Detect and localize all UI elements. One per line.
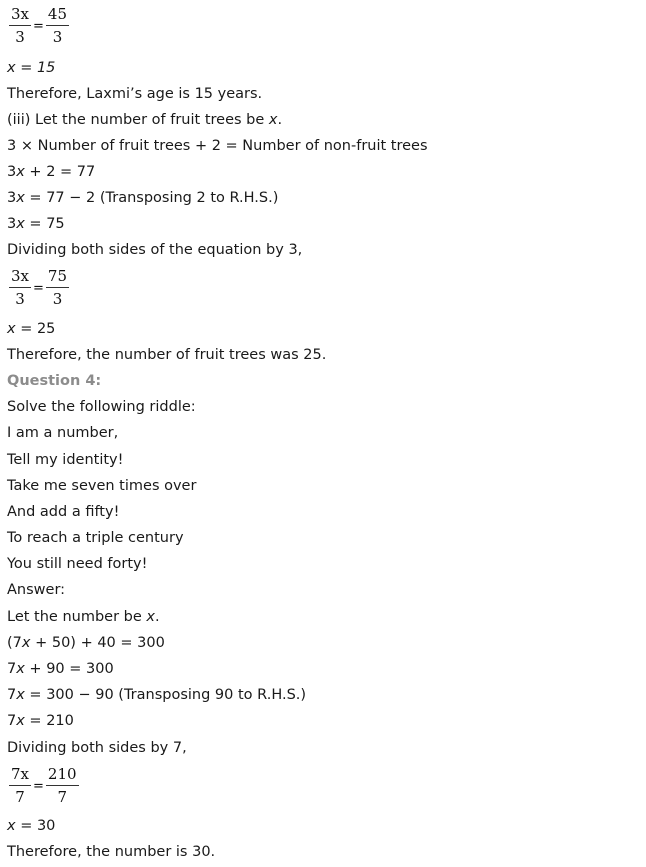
text-line: Therefore, the number of fruit trees was 25. bbox=[7, 347, 327, 363]
text-part: Let the number be bbox=[7, 609, 147, 625]
answer-label: Answer: bbox=[7, 582, 66, 598]
text-line bbox=[7, 817, 55, 835]
text-part: (iii) Let the number of fruit trees be bbox=[7, 112, 269, 128]
variable: x bbox=[146, 609, 155, 625]
text-part: 3 bbox=[7, 164, 17, 180]
fraction-rhs bbox=[46, 6, 69, 46]
question-heading: Question 4: bbox=[7, 373, 102, 389]
text-part: = 210 bbox=[24, 713, 74, 729]
variable: x bbox=[16, 164, 25, 180]
numerator: 3x bbox=[9, 6, 31, 26]
variable: x bbox=[7, 321, 16, 337]
text-part: = 25 bbox=[15, 321, 56, 337]
text-line: 3 × Number of fruit trees + 2 = Number of non-fruit trees bbox=[7, 138, 428, 154]
denominator: 7 bbox=[15, 788, 25, 806]
text-part: 3 bbox=[7, 190, 17, 206]
text-line bbox=[7, 189, 278, 207]
variable: x bbox=[21, 635, 31, 651]
text-line bbox=[7, 111, 282, 129]
text-part: = 77 − 2 (Transposing 2 to R.H.S.) bbox=[24, 190, 279, 206]
text-part: + 90 = 300 bbox=[24, 661, 114, 677]
text-line: Dividing both sides by 7, bbox=[7, 740, 187, 756]
text-part: + 50) + 40 = 300 bbox=[30, 635, 165, 651]
equals-sign: = bbox=[33, 18, 44, 34]
denominator: 3 bbox=[52, 28, 63, 46]
variable: x bbox=[268, 112, 278, 128]
text-line bbox=[7, 634, 165, 652]
text-part: + 2 = 77 bbox=[24, 164, 96, 180]
text-part: = 300 − 90 (Transposing 90 to R.H.S.) bbox=[24, 687, 307, 703]
riddle-line: To reach a triple century bbox=[7, 530, 184, 546]
fraction-lhs bbox=[9, 268, 31, 308]
denominator: 7 bbox=[57, 788, 68, 806]
riddle-line: Take me seven times over bbox=[7, 478, 197, 494]
variable: x bbox=[16, 713, 25, 729]
text-part: 3 bbox=[7, 216, 17, 232]
denominator: 3 bbox=[15, 290, 25, 308]
fraction-rhs bbox=[46, 268, 69, 308]
fraction-equation-3 bbox=[9, 766, 79, 806]
equals-sign: = bbox=[33, 280, 44, 296]
text-line bbox=[7, 712, 74, 730]
text-line: Therefore, the number is 30. bbox=[7, 844, 216, 860]
numerator: 7x bbox=[9, 766, 31, 786]
text-part: . bbox=[277, 112, 283, 128]
text-line bbox=[7, 686, 306, 704]
text-part: 7 bbox=[7, 687, 17, 703]
text-line: Therefore, Laxmi’s age is 15 years. bbox=[7, 86, 263, 102]
text-line: Solve the following riddle: bbox=[7, 399, 196, 415]
variable: x bbox=[16, 661, 25, 677]
text-line bbox=[7, 608, 160, 626]
numerator: 210 bbox=[46, 766, 79, 786]
numerator: 3x bbox=[9, 268, 31, 288]
denominator: 3 bbox=[52, 290, 63, 308]
text-part: 7 bbox=[7, 713, 17, 729]
fraction-equation-1 bbox=[9, 6, 69, 46]
denominator: 3 bbox=[15, 28, 25, 46]
fraction-lhs bbox=[9, 766, 31, 806]
riddle-line: And add a fifty! bbox=[7, 504, 120, 520]
equals-sign: = bbox=[33, 778, 44, 794]
riddle-line: Tell my identity! bbox=[7, 452, 124, 468]
fraction-rhs bbox=[46, 766, 79, 806]
text-line bbox=[7, 215, 65, 233]
text-part: . bbox=[154, 609, 160, 625]
text-line bbox=[7, 59, 55, 77]
variable: x bbox=[16, 190, 25, 206]
fraction-equation-2 bbox=[9, 268, 69, 308]
text-part: (7 bbox=[7, 635, 22, 651]
text-line: Dividing both sides of the equation by 3, bbox=[7, 242, 303, 258]
text-line bbox=[7, 163, 95, 181]
variable: x bbox=[7, 818, 16, 834]
equation-text: x = 15 bbox=[7, 60, 56, 76]
riddle-line: You still need forty! bbox=[7, 556, 148, 572]
text-part: = 75 bbox=[24, 216, 65, 232]
numerator: 45 bbox=[46, 6, 69, 26]
text-part: = 30 bbox=[15, 818, 56, 834]
variable: x bbox=[16, 687, 25, 703]
fraction-lhs bbox=[9, 6, 31, 46]
text-part: 7 bbox=[7, 661, 17, 677]
numerator: 75 bbox=[46, 268, 69, 288]
text-line bbox=[7, 660, 114, 678]
riddle-line: I am a number, bbox=[7, 425, 119, 441]
variable: x bbox=[16, 216, 25, 232]
text-line bbox=[7, 320, 55, 338]
